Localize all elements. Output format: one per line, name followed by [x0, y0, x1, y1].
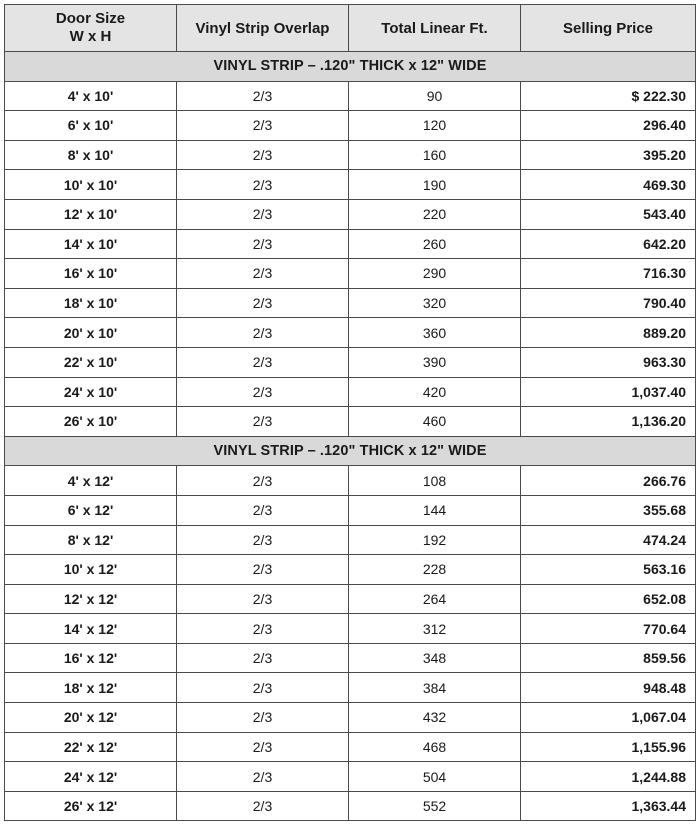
cell-door-size: 20' x 10' [5, 318, 177, 348]
cell-overlap: 2/3 [177, 495, 349, 525]
header-selling-price: Selling Price [521, 5, 696, 52]
cell-door-size: 14' x 10' [5, 229, 177, 259]
cell-linear-ft: 420 [349, 377, 521, 407]
cell-door-size: 18' x 12' [5, 673, 177, 703]
table-row [5, 614, 696, 644]
table-row [5, 762, 696, 792]
cell-linear-ft: 90 [349, 81, 521, 111]
table-row [5, 81, 696, 111]
cell-door-size: 12' x 12' [5, 584, 177, 614]
table-row [5, 584, 696, 614]
cell-linear-ft: 160 [349, 140, 521, 170]
cell-selling-price: 652.08 [521, 584, 696, 614]
cell-selling-price: 1,037.40 [521, 377, 696, 407]
cell-selling-price: 716.30 [521, 259, 696, 289]
cell-linear-ft: 108 [349, 466, 521, 496]
cell-overlap: 2/3 [177, 111, 349, 141]
table-row [5, 259, 696, 289]
cell-selling-price: 948.48 [521, 673, 696, 703]
cell-door-size: 6' x 12' [5, 495, 177, 525]
table-row [5, 495, 696, 525]
header-door-size-line1: Door Size [55, 10, 126, 27]
section-header-row [5, 52, 696, 82]
cell-linear-ft: 264 [349, 584, 521, 614]
cell-door-size: 20' x 12' [5, 703, 177, 733]
cell-door-size: 22' x 12' [5, 732, 177, 762]
section-title: VINYL STRIP – .120" THICK x 12" WIDE [5, 52, 696, 82]
cell-selling-price: 859.56 [521, 643, 696, 673]
cell-overlap: 2/3 [177, 555, 349, 585]
cell-overlap: 2/3 [177, 229, 349, 259]
cell-overlap: 2/3 [177, 140, 349, 170]
header-linear-ft: Total Linear Ft. [349, 5, 521, 52]
table-row [5, 555, 696, 585]
cell-selling-price: 469.30 [521, 170, 696, 200]
header-row [5, 5, 696, 52]
table-row [5, 318, 696, 348]
cell-overlap: 2/3 [177, 614, 349, 644]
cell-overlap: 2/3 [177, 791, 349, 821]
cell-door-size: 24' x 10' [5, 377, 177, 407]
table-row [5, 673, 696, 703]
cell-linear-ft: 390 [349, 347, 521, 377]
section-title: VINYL STRIP – .120" THICK x 12" WIDE [5, 436, 696, 466]
cell-linear-ft: 192 [349, 525, 521, 555]
cell-door-size: 10' x 12' [5, 555, 177, 585]
cell-linear-ft: 348 [349, 643, 521, 673]
cell-linear-ft: 384 [349, 673, 521, 703]
table-row [5, 170, 696, 200]
table-row [5, 703, 696, 733]
cell-door-size: 16' x 12' [5, 643, 177, 673]
table-body [5, 52, 696, 821]
cell-linear-ft: 120 [349, 111, 521, 141]
cell-door-size: 26' x 10' [5, 407, 177, 437]
cell-overlap: 2/3 [177, 673, 349, 703]
section-header-row [5, 436, 696, 466]
header-door-size-line2: W x H [69, 28, 112, 45]
cell-selling-price: 563.16 [521, 555, 696, 585]
table-row [5, 643, 696, 673]
cell-linear-ft: 432 [349, 703, 521, 733]
table-row [5, 111, 696, 141]
cell-overlap: 2/3 [177, 81, 349, 111]
table-row [5, 229, 696, 259]
table-row [5, 347, 696, 377]
header-overlap: Vinyl Strip Overlap [177, 5, 349, 52]
cell-door-size: 8' x 12' [5, 525, 177, 555]
cell-selling-price: 1,136.20 [521, 407, 696, 437]
cell-door-size: 8' x 10' [5, 140, 177, 170]
cell-overlap: 2/3 [177, 703, 349, 733]
cell-selling-price: 395.20 [521, 140, 696, 170]
header-door-size [5, 5, 177, 52]
cell-overlap: 2/3 [177, 762, 349, 792]
cell-door-size: 10' x 10' [5, 170, 177, 200]
cell-door-size: 4' x 10' [5, 81, 177, 111]
cell-selling-price: 1,067.04 [521, 703, 696, 733]
cell-selling-price: 543.40 [521, 199, 696, 229]
cell-overlap: 2/3 [177, 732, 349, 762]
cell-overlap: 2/3 [177, 377, 349, 407]
cell-selling-price: 266.76 [521, 466, 696, 496]
cell-overlap: 2/3 [177, 318, 349, 348]
cell-overlap: 2/3 [177, 347, 349, 377]
price-table [4, 4, 696, 821]
table-row [5, 407, 696, 437]
cell-door-size: 22' x 10' [5, 347, 177, 377]
cell-overlap: 2/3 [177, 259, 349, 289]
cell-door-size: 4' x 12' [5, 466, 177, 496]
cell-selling-price: 474.24 [521, 525, 696, 555]
cell-selling-price: 296.40 [521, 111, 696, 141]
cell-overlap: 2/3 [177, 643, 349, 673]
cell-linear-ft: 260 [349, 229, 521, 259]
table-row [5, 377, 696, 407]
table-header [5, 5, 696, 52]
cell-linear-ft: 320 [349, 288, 521, 318]
cell-linear-ft: 190 [349, 170, 521, 200]
cell-overlap: 2/3 [177, 288, 349, 318]
cell-door-size: 12' x 10' [5, 199, 177, 229]
cell-selling-price: 642.20 [521, 229, 696, 259]
cell-door-size: 18' x 10' [5, 288, 177, 318]
cell-overlap: 2/3 [177, 525, 349, 555]
cell-door-size: 14' x 12' [5, 614, 177, 644]
table-row [5, 199, 696, 229]
cell-linear-ft: 504 [349, 762, 521, 792]
cell-selling-price: 790.40 [521, 288, 696, 318]
table-row [5, 732, 696, 762]
cell-selling-price: 1,244.88 [521, 762, 696, 792]
cell-door-size: 26' x 12' [5, 791, 177, 821]
cell-linear-ft: 460 [349, 407, 521, 437]
cell-linear-ft: 228 [349, 555, 521, 585]
cell-linear-ft: 552 [349, 791, 521, 821]
cell-linear-ft: 220 [349, 199, 521, 229]
cell-linear-ft: 360 [349, 318, 521, 348]
table-row [5, 791, 696, 821]
cell-overlap: 2/3 [177, 466, 349, 496]
cell-selling-price: 1,363.44 [521, 791, 696, 821]
cell-selling-price: 1,155.96 [521, 732, 696, 762]
cell-door-size: 24' x 12' [5, 762, 177, 792]
cell-linear-ft: 144 [349, 495, 521, 525]
cell-selling-price: 770.64 [521, 614, 696, 644]
cell-overlap: 2/3 [177, 170, 349, 200]
table-row [5, 525, 696, 555]
cell-selling-price: $ 222.30 [521, 81, 696, 111]
cell-overlap: 2/3 [177, 199, 349, 229]
cell-door-size: 16' x 10' [5, 259, 177, 289]
cell-linear-ft: 468 [349, 732, 521, 762]
cell-selling-price: 889.20 [521, 318, 696, 348]
cell-selling-price: 355.68 [521, 495, 696, 525]
table-row [5, 466, 696, 496]
cell-overlap: 2/3 [177, 407, 349, 437]
table-row [5, 288, 696, 318]
cell-linear-ft: 290 [349, 259, 521, 289]
cell-door-size: 6' x 10' [5, 111, 177, 141]
cell-linear-ft: 312 [349, 614, 521, 644]
cell-selling-price: 963.30 [521, 347, 696, 377]
cell-overlap: 2/3 [177, 584, 349, 614]
table-row [5, 140, 696, 170]
